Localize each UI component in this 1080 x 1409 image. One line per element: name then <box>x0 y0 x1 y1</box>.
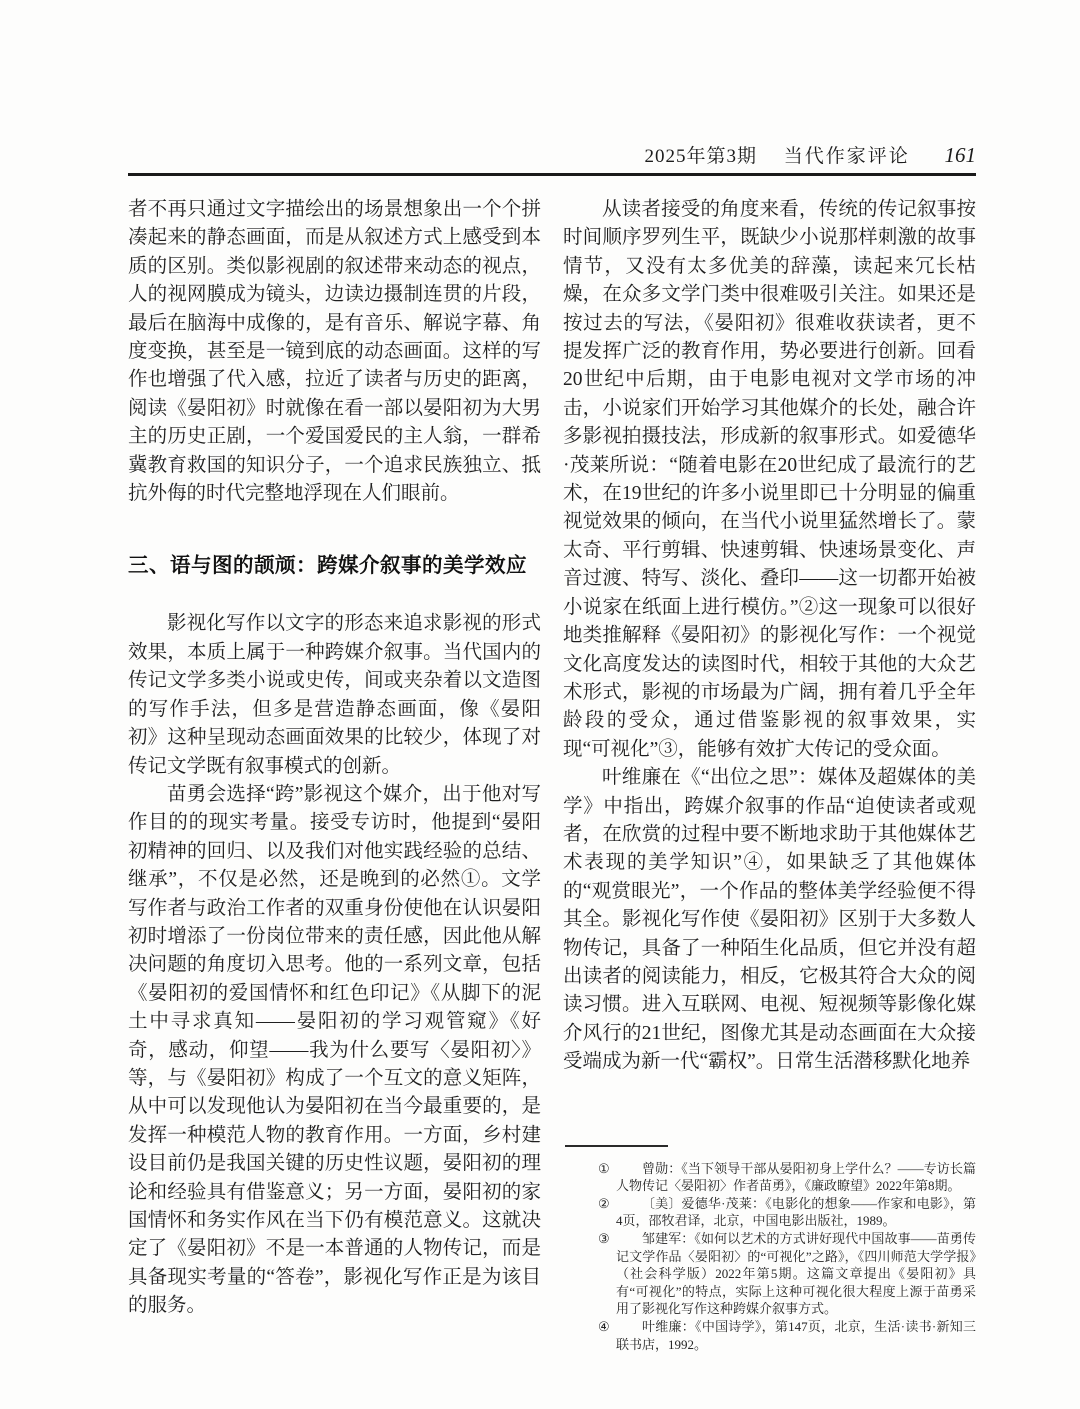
page-number: 161 <box>944 143 976 167</box>
paragraph: 从读者接受的角度来看，传统的传记叙事按时间顺序罗列生平，既缺少小说那样刺激的故事情节，又没有太多优美的辞藻，读起来冗长枯燥，在众多文学门类中很难吸引关注。如果还是按过去的写法，《晏阳初》很难收获读者，更不提发挥广泛的教育作用，势必要进行创新。回看20世纪中后期，由于电影电视对文学市场的冲击，小说家们开始学习其他媒介的长处，融合许多影视拍摄技法，形成新的叙事形式。如爱德华·茂莱所说：“随着电影在20世纪成了最流行的艺术，在19世纪的许多小说里即已十分明显的偏重视觉效果的倾向，在当代小说里猛然增长了。蒙太奇、平行剪辑、快速剪辑、快速场景变化、声音过渡、特写、淡化、叠印——这一切都开始被小说家在纸面上进行模仿。”②这一现象可以很好地类推解释《晏阳初》的影视化写作：一个视觉文化高度发达的读图时代，相较于其他的大众艺术形式，影视的市场最为广阔，拥有着几乎全年龄段的受众，通过借鉴影视的叙事效果，实现“可视化”③，能够有效扩大传记的受众面。 <box>563 199 976 760</box>
footnote <box>563 1230 976 1318</box>
header-rule <box>128 173 976 176</box>
paragraph-continuation: 者不再只通过文字描绘出的场景想象出一个个拼凑起来的静态画面，而是从叙述方式上感受到本质的区别。类似影视剧的叙述带来动态的视点，人的视网膜成为镜头，边读边摄制连贯的片段，最后在脑海中成像的，是有音乐、解说字幕、角度变换，甚至是一镜到底的动态画面。这样的写作也增强了代入感，拉近了读者与历史的距离，阅读《晏阳初》时就像在看一部以晏阳初为大男主的历史正剧，一个爱国爱民的主人翁，一群希冀教育救国的知识分子，一个追求民族独立、抵抗外侮的时代完整地浮现在人们眼前。 <box>128 199 541 505</box>
footnote-text: 〔美〕爱德华·茂莱：《电影化的想象——作家和电影》，第4页，邵牧君译，北京，中国电影出版社，1989。 <box>616 1195 976 1229</box>
page-header <box>644 143 976 169</box>
left-column <box>128 196 541 1353</box>
paragraph: 影视化写作以文字的形态来追求影视的形式效果，本质上属于一种跨媒介叙事。当代国内的传记文学多类小说或史传，间或夹杂着以文造图的写作手法，但多是营造静态画面，像《晏阳初》这种呈现动态画面效果的比较少，体现了对传记文学既有叙事模式的创新。 <box>128 613 541 777</box>
footnote <box>563 1160 976 1195</box>
journal-title: 当代作家评论 <box>783 146 910 167</box>
footnote-text: 邹建军：《如何以艺术的方式讲好现代中国故事——苗勇传记文学作品〈晏阳初〉的“可视化”之路》，《四川师范大学学报》（社会科学版）2022年第5期。这篇文章提出《晏阳初》具有“可视化”的特点，实际上这种可视化很大程度上源于苗勇采用了影视化写作这种跨媒介叙事方式。 <box>616 1230 976 1317</box>
section-heading: 三、语与图的颉颃：跨媒介叙事的美学效应 <box>128 554 527 578</box>
paragraph: 苗勇会选择“跨”影视这个媒介，出于他对写作目的的现实考量。接受专访时，他提到“晏阳初精神的回归、以及我们对他实践经验的总结、继承”，不仅是必然，还是晚到的必然①。文学写作者与政治工作者的双重身份使他在认识晏阳初时增添了一份岗位带来的责任感，因此他从解决问题的角度切入思考。他的一系列文章，包括《晏阳初的爱国情怀和红色印记》《从脚下的泥土中寻求真知——晏阳初的学习观管窥》《好奇，感动，仰望——我为什么要写〈晏阳初〉》等，与《晏阳初》构成了一个互文的意义矩阵，从中可以发现他认为晏阳初在当今最重要的，是发挥一种模范人物的教育作用。一方面，乡村建设目前仍是我国关键的历史性议题，晏阳初的理论和经验具有借鉴意义；另一方面，晏阳初的家国情怀和务实作风在当下仍有模范意义。这就决定了《晏阳初》不是一本普通的人物传记，而是具备现实考量的“答卷”，影视化写作正是为该目的服务。 <box>128 783 541 1317</box>
footnote-text: 叶维廉：《中国诗学》，第147页，北京，生活·读书·新知三联书店，1992。 <box>616 1318 976 1352</box>
footnote <box>563 1195 976 1230</box>
footnotes <box>563 1160 976 1354</box>
footnote-separator <box>565 1145 668 1147</box>
footnote-marker: ④ <box>598 1318 610 1334</box>
footnote-marker: ③ <box>598 1230 610 1246</box>
right-column <box>563 196 976 1353</box>
footnote-text: 曾勋：《当下领导干部从晏阳初身上学什么？——专访长篇人物传记〈晏阳初〉作者苗勇》，《廉政瞭望》2022年第8期。 <box>616 1160 976 1194</box>
footnote <box>563 1318 976 1353</box>
paragraph: 叶维廉在《“出位之思”：媒体及超媒体的美学》中指出，跨媒介叙事的作品“迫使读者或观者，在欣赏的过程中要不断地求助于其他媒体艺术表现的美学知识”④，如果缺乏了其他媒体的“观赏眼光”，一个作品的整体美学经验便不得其全。影视化写作使《晏阳初》区别于大多数人物传记，具备了一种陌生化品质，但它并没有超出读者的阅读能力，相反，它极其符合大众的阅读习惯。进入互联网、电视、短视频等影像化媒介风行的21世纪，图像尤其是动态画面在大众接受端成为新一代“霸权”。日常生活潜移默化地养 <box>563 767 976 1073</box>
footnote-marker: ② <box>598 1195 610 1211</box>
article-body <box>128 196 976 1353</box>
footnote-marker: ① <box>598 1160 610 1176</box>
issue-info: 2025年第3期 <box>644 146 757 167</box>
